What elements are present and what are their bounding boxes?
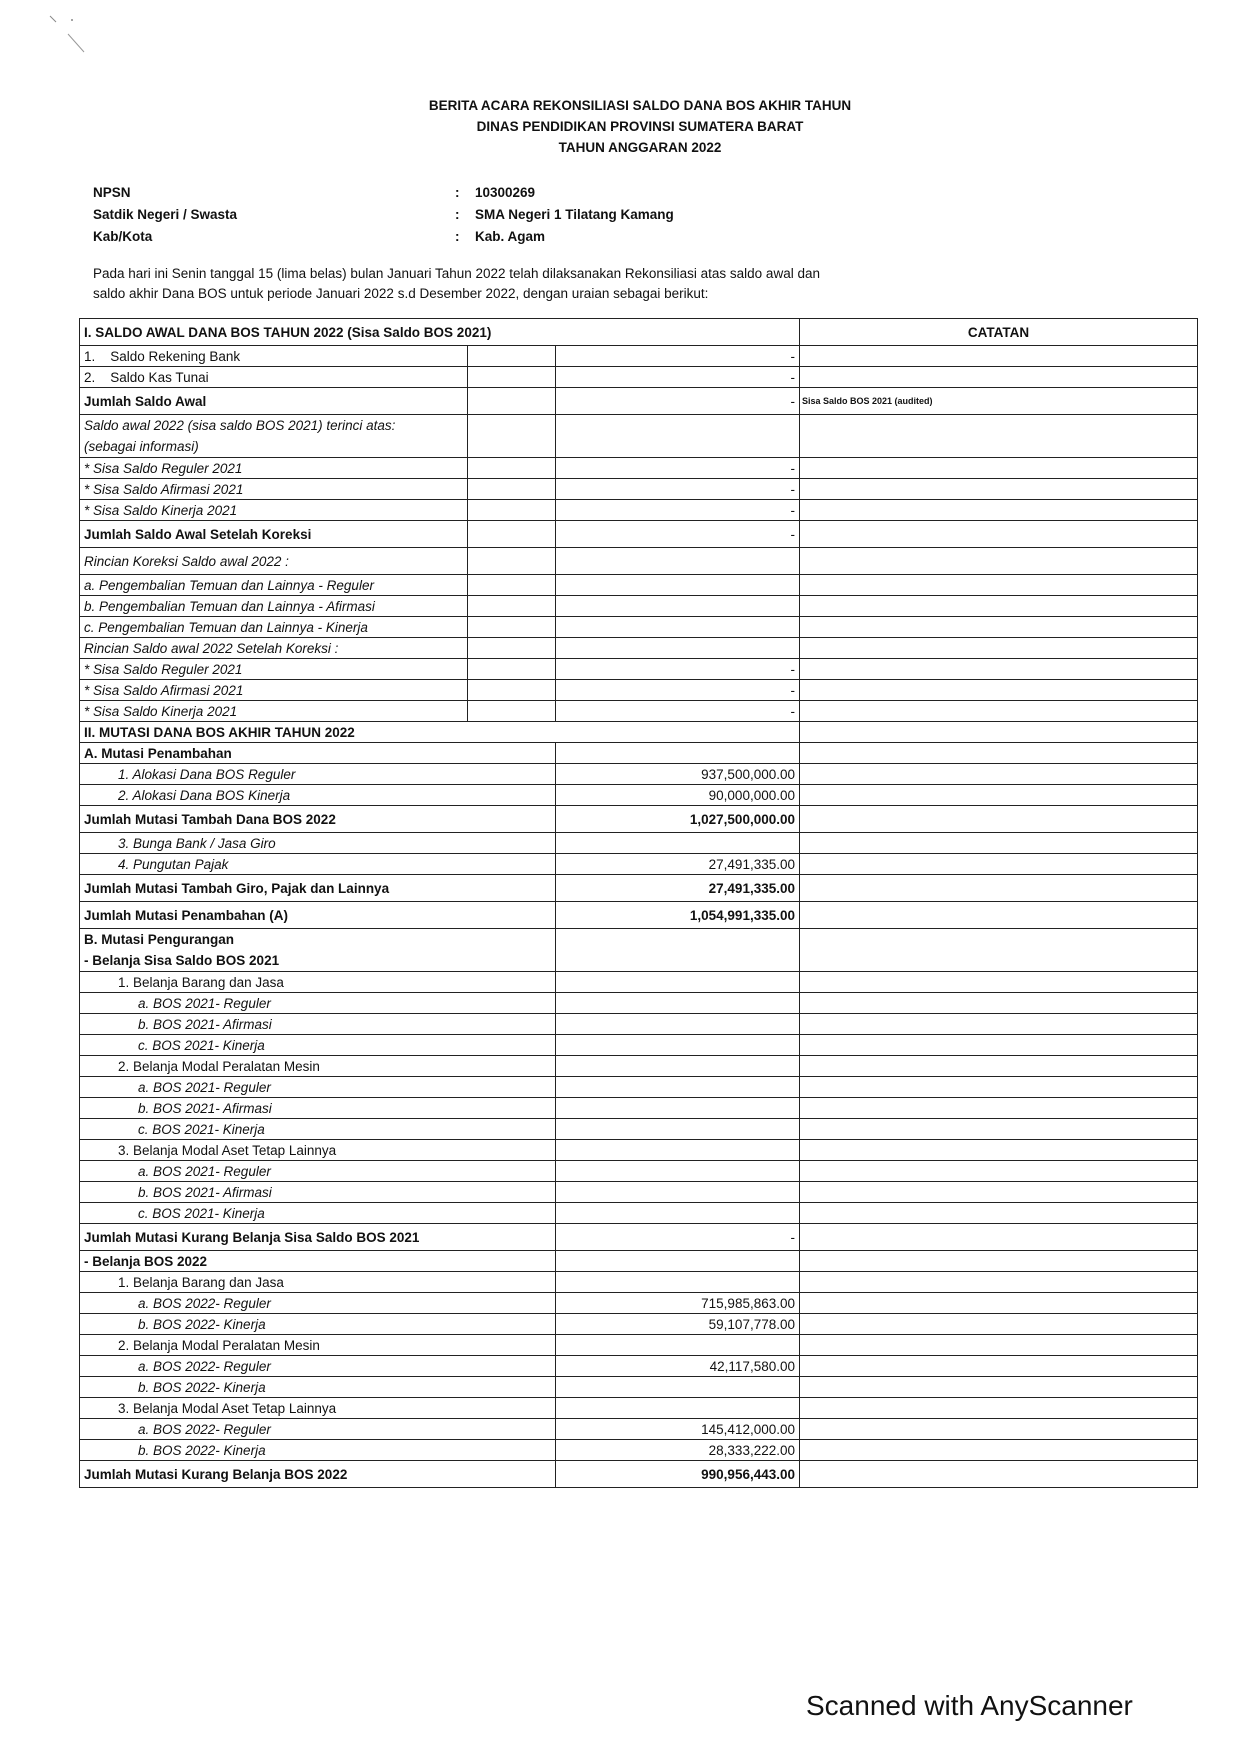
row-label: Saldo Kas Tunai xyxy=(110,369,209,385)
row-number: 2. xyxy=(84,369,96,385)
doc-title-line3: TAHUN ANGGARAN 2022 xyxy=(558,140,722,155)
row-label: Jumlah Saldo Awal xyxy=(80,388,468,415)
table-row xyxy=(80,596,1198,617)
doc-title-line2: DINAS PENDIDIKAN PROVINSI SUMATERA BARAT xyxy=(476,119,804,134)
row-value: 1,054,991,335.00 xyxy=(556,902,800,929)
table-row xyxy=(80,1098,1198,1119)
row-label: * Sisa Saldo Afirmasi 2021 xyxy=(80,479,468,500)
row-label: a. BOS 2021- Reguler xyxy=(80,1161,556,1182)
table-row xyxy=(80,1161,1198,1182)
row-label: b. BOS 2021- Afirmasi xyxy=(80,1014,556,1035)
row-value: - xyxy=(556,479,800,500)
meta-sep: : xyxy=(455,229,460,244)
table-row xyxy=(80,833,1198,854)
table-row xyxy=(80,1335,1198,1356)
meta-sep: : xyxy=(455,185,460,200)
table-row xyxy=(80,1077,1198,1098)
row-label: (sebagai informasi) xyxy=(84,439,199,454)
row-value: 937,500,000.00 xyxy=(556,764,800,785)
row-value: 42,117,580.00 xyxy=(556,1356,800,1377)
row-label: a. BOS 2022- Reguler xyxy=(80,1419,556,1440)
row-number: 1. xyxy=(84,348,96,364)
row-value: - xyxy=(556,521,800,548)
row-label: b. Pengembalian Temuan dan Lainnya - Afirmasi xyxy=(80,596,468,617)
intro-line1: Pada hari ini Senin tanggal 15 (lima belas) bulan Januari Tahun 2022 telah dilaksanakan Rekonsiliasi atas saldo awal dan xyxy=(93,266,820,281)
row-value: 715,985,863.00 xyxy=(556,1293,800,1314)
table-row xyxy=(80,1377,1198,1398)
table-row xyxy=(80,1398,1198,1419)
table-row xyxy=(80,1251,1198,1272)
row-label: Jumlah Mutasi Tambah Giro, Pajak dan Lainnya xyxy=(80,875,556,902)
meta-label: Kab/Kota xyxy=(93,229,153,244)
table-row xyxy=(80,521,1198,548)
row-label: B. Mutasi Pengurangan xyxy=(84,932,235,947)
row-value: 90,000,000.00 xyxy=(556,785,800,806)
row-label: Saldo awal 2022 (sisa saldo BOS 2021) terinci atas: xyxy=(84,418,396,433)
row-label: Jumlah Mutasi Tambah Dana BOS 2022 xyxy=(80,806,556,833)
table-row xyxy=(80,875,1198,902)
row-label: - Belanja BOS 2022 xyxy=(80,1251,556,1272)
row-label: c. Pengembalian Temuan dan Lainnya - Kinerja xyxy=(80,617,468,638)
row-label: a. BOS 2022- Reguler xyxy=(80,1356,556,1377)
row-label: 1. Alokasi Dana BOS Reguler xyxy=(80,764,556,785)
table-row xyxy=(80,680,1198,701)
row-value: 27,491,335.00 xyxy=(556,854,800,875)
row-label: 4. Pungutan Pajak xyxy=(80,854,556,875)
row-label: a. BOS 2021- Reguler xyxy=(80,1077,556,1098)
row-label: Saldo Rekening Bank xyxy=(110,348,241,364)
row-label: A. Mutasi Penambahan xyxy=(80,743,556,764)
row-label: * Sisa Saldo Afirmasi 2021 xyxy=(80,680,468,701)
row-label: - Belanja Sisa Saldo BOS 2021 xyxy=(84,953,280,968)
scanner-watermark: Scanned with AnyScanner xyxy=(806,1690,1133,1721)
table-row xyxy=(80,1272,1198,1293)
row-label: c. BOS 2021- Kinerja xyxy=(80,1119,556,1140)
row-value: - xyxy=(556,367,800,388)
table-row xyxy=(80,1314,1198,1335)
table-row xyxy=(80,575,1198,596)
table-row xyxy=(80,929,1198,972)
row-label: * Sisa Saldo Kinerja 2021 xyxy=(80,500,468,521)
row-label: 2. Belanja Modal Peralatan Mesin xyxy=(80,1335,556,1356)
table-row xyxy=(80,902,1198,929)
row-label: b. BOS 2021- Afirmasi xyxy=(80,1182,556,1203)
table-row xyxy=(80,722,1198,743)
row-value: - xyxy=(556,458,800,479)
row-label: 2. Belanja Modal Peralatan Mesin xyxy=(80,1056,556,1077)
meta-label: Satdik Negeri / Swasta xyxy=(93,207,238,222)
table-row xyxy=(80,806,1198,833)
table-row xyxy=(80,500,1198,521)
row-label: a. BOS 2021- Reguler xyxy=(80,993,556,1014)
table-row xyxy=(80,1182,1198,1203)
row-label: Jumlah Mutasi Kurang Belanja BOS 2022 xyxy=(80,1461,556,1488)
row-value: - xyxy=(556,346,800,367)
table-row xyxy=(80,993,1198,1014)
catatan-header: CATATAN xyxy=(800,319,1198,346)
row-label: Jumlah Saldo Awal Setelah Koreksi xyxy=(80,521,468,548)
row-value: 28,333,222.00 xyxy=(556,1440,800,1461)
row-value: 990,956,443.00 xyxy=(556,1461,800,1488)
row-value: - xyxy=(556,388,800,415)
table-row xyxy=(80,1035,1198,1056)
doc-title-line1: BERITA ACARA REKONSILIASI SALDO DANA BOS AKHIR TAHUN xyxy=(428,98,852,113)
row-label: Rincian Koreksi Saldo awal 2022 : xyxy=(80,548,468,575)
table-row xyxy=(80,1203,1198,1224)
table-row xyxy=(80,854,1198,875)
table-row xyxy=(80,548,1198,575)
row-label: Rincian Saldo awal 2022 Setelah Koreksi : xyxy=(80,638,468,659)
table-row xyxy=(80,1119,1198,1140)
row-label: Jumlah Mutasi Kurang Belanja Sisa Saldo BOS 2021 xyxy=(80,1224,556,1251)
row-label: 3. Bunga Bank / Jasa Giro xyxy=(80,833,556,854)
row-value: - xyxy=(556,500,800,521)
row-label: b. BOS 2021- Afirmasi xyxy=(80,1098,556,1119)
table-row xyxy=(80,743,1198,764)
row-value: 1,027,500,000.00 xyxy=(556,806,800,833)
table-row xyxy=(80,1293,1198,1314)
table-row xyxy=(80,972,1198,993)
table-row xyxy=(80,638,1198,659)
row-label: b. BOS 2022- Kinerja xyxy=(80,1440,556,1461)
row-value: 59,107,778.00 xyxy=(556,1314,800,1335)
table-row xyxy=(80,785,1198,806)
table-row xyxy=(80,1440,1198,1461)
intro-paragraph xyxy=(93,264,993,304)
table-row xyxy=(80,1224,1198,1251)
row-label: Jumlah Mutasi Penambahan (A) xyxy=(80,902,556,929)
table-row xyxy=(80,346,1198,367)
row-label: * Sisa Saldo Reguler 2021 xyxy=(80,659,468,680)
table-row xyxy=(80,1356,1198,1377)
table-row xyxy=(80,388,1198,415)
row-label: b. BOS 2022- Kinerja xyxy=(80,1377,556,1398)
meta-value: 10300269 xyxy=(475,185,536,200)
scan-specks xyxy=(48,14,108,64)
row-value: - xyxy=(556,680,800,701)
table-row xyxy=(80,764,1198,785)
table-row xyxy=(80,659,1198,680)
row-label: 1. Belanja Barang dan Jasa xyxy=(80,972,556,993)
row-label: a. Pengembalian Temuan dan Lainnya - Reguler xyxy=(80,575,468,596)
meta-value: Kab. Agam xyxy=(475,229,546,244)
intro-line2: saldo akhir Dana BOS untuk periode Januari 2022 s.d Desember 2022, dengan uraian sebagai berikut: xyxy=(93,286,709,301)
table-row xyxy=(80,701,1198,722)
table-row xyxy=(80,1461,1198,1488)
table-row xyxy=(80,367,1198,388)
row-note: Sisa Saldo BOS 2021 (audited) xyxy=(800,388,1198,415)
row-label: * Sisa Saldo Reguler 2021 xyxy=(80,458,468,479)
section1-title: I. SALDO AWAL DANA BOS TAHUN 2022 (Sisa Saldo BOS 2021) xyxy=(80,319,800,346)
meta-value: SMA Negeri 1 Tilatang Kamang xyxy=(475,207,674,222)
table-row xyxy=(80,1140,1198,1161)
table-row xyxy=(80,1419,1198,1440)
row-value: - xyxy=(556,659,800,680)
row-value: 27,491,335.00 xyxy=(556,875,800,902)
row-value: - xyxy=(556,1224,800,1251)
meta-sep: : xyxy=(455,207,460,222)
table-row xyxy=(80,617,1198,638)
section2-title: II. MUTASI DANA BOS AKHIR TAHUN 2022 xyxy=(80,722,800,743)
row-value: - xyxy=(556,701,800,722)
row-label: a. BOS 2022- Reguler xyxy=(80,1293,556,1314)
table-row xyxy=(80,1056,1198,1077)
reconciliation-table xyxy=(79,318,1198,1488)
meta-label: NPSN xyxy=(93,185,131,200)
row-label: b. BOS 2022- Kinerja xyxy=(80,1314,556,1335)
row-label: c. BOS 2021- Kinerja xyxy=(80,1203,556,1224)
row-label: 3. Belanja Modal Aset Tetap Lainnya xyxy=(80,1140,556,1161)
row-value: 145,412,000.00 xyxy=(556,1419,800,1440)
row-label: 3. Belanja Modal Aset Tetap Lainnya xyxy=(80,1398,556,1419)
row-label: c. BOS 2021- Kinerja xyxy=(80,1035,556,1056)
table-row xyxy=(80,415,1198,458)
row-label: 1. Belanja Barang dan Jasa xyxy=(80,1272,556,1293)
row-label: 2. Alokasi Dana BOS Kinerja xyxy=(80,785,556,806)
table-row xyxy=(80,458,1198,479)
table-row xyxy=(80,479,1198,500)
row-label: * Sisa Saldo Kinerja 2021 xyxy=(80,701,468,722)
table-row xyxy=(80,1014,1198,1035)
